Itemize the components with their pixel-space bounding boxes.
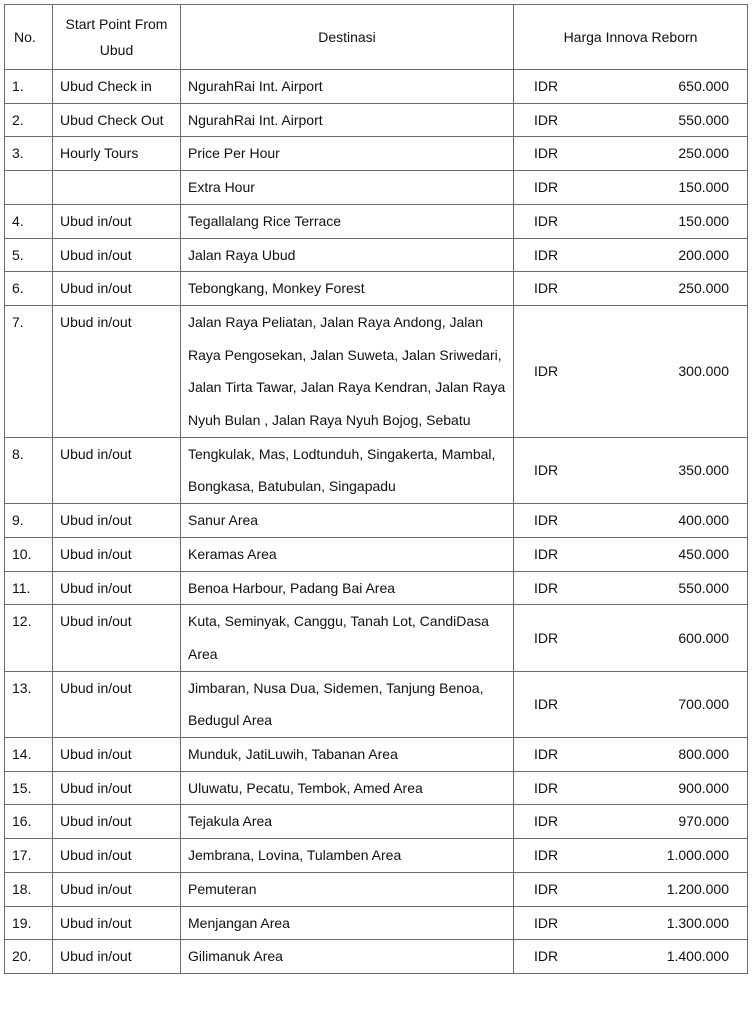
destination-text: Gilimanuk Area	[188, 948, 283, 965]
row-number-text: 15.	[12, 779, 32, 796]
start-point	[53, 872, 181, 906]
price-currency: IDR	[534, 914, 559, 931]
price-amount: 450.000	[678, 545, 729, 562]
price-container	[534, 205, 729, 238]
destination	[181, 272, 514, 306]
price-container	[534, 688, 729, 721]
start-point-text: Ubud in/out	[60, 679, 132, 696]
price-currency: IDR	[534, 629, 559, 646]
price-container	[534, 907, 729, 940]
price-container	[534, 738, 729, 771]
destination	[181, 103, 514, 137]
price-cell	[514, 272, 748, 306]
price-amount: 900.000	[678, 779, 729, 796]
price-cell	[514, 103, 748, 137]
start-point-text: Ubud in/out	[60, 746, 132, 763]
price-currency: IDR	[534, 280, 559, 297]
price-amount: 250.000	[678, 280, 729, 297]
row-number	[5, 103, 53, 137]
price-amount: 650.000	[678, 78, 729, 94]
table-row	[5, 605, 748, 671]
row-number	[5, 771, 53, 805]
destination	[181, 906, 514, 940]
price-cell	[514, 571, 748, 605]
price-cell	[514, 204, 748, 238]
price-container	[534, 538, 729, 571]
price-currency: IDR	[534, 512, 559, 529]
price-amount: 800.000	[678, 746, 729, 763]
price-cell	[514, 437, 748, 503]
row-number-text: 5.	[12, 246, 24, 263]
start-point	[53, 671, 181, 737]
table-row	[5, 671, 748, 737]
row-number	[5, 805, 53, 839]
destination	[181, 70, 514, 104]
table-row	[5, 504, 748, 538]
row-number-text: 13.	[12, 679, 32, 696]
row-number	[5, 437, 53, 503]
price-container	[534, 504, 729, 537]
price-currency: IDR	[534, 462, 559, 479]
start-point-text: Ubud in/out	[60, 212, 132, 229]
table-row	[5, 272, 748, 306]
destination	[181, 771, 514, 805]
destination-text: Uluwatu, Pecatu, Tembok, Amed Area	[188, 779, 423, 796]
row-number-text: 9.	[12, 512, 24, 529]
row-number	[5, 940, 53, 974]
row-number-text: 20.	[12, 948, 32, 965]
price-amount: 600.000	[678, 629, 729, 646]
destination	[181, 204, 514, 238]
start-point	[53, 437, 181, 503]
price-cell	[514, 504, 748, 538]
price-container	[534, 137, 729, 170]
price-amount: 300.000	[678, 362, 729, 379]
price-cell	[514, 771, 748, 805]
price-amount: 400.000	[678, 512, 729, 529]
destination-text: NgurahRai Int. Airport	[188, 78, 323, 94]
table-row	[5, 537, 748, 571]
start-point-text: Ubud in/out	[60, 880, 132, 897]
table-row	[5, 103, 748, 137]
price-currency: IDR	[534, 111, 559, 128]
row-number	[5, 204, 53, 238]
destination	[181, 805, 514, 839]
start-point-text: Ubud in/out	[60, 313, 132, 330]
start-point-text: Ubud in/out	[60, 847, 132, 864]
price-container	[534, 104, 729, 137]
header-destination: Destinasi	[181, 5, 514, 70]
price-cell	[514, 537, 748, 571]
start-point-text: Ubud in/out	[60, 545, 132, 562]
destination-text: Tebongkang, Monkey Forest	[188, 280, 365, 297]
start-point-text: Ubud Check in	[60, 78, 152, 94]
start-point	[53, 805, 181, 839]
destination	[181, 171, 514, 205]
start-point	[53, 906, 181, 940]
table-row	[5, 137, 748, 171]
start-point	[53, 171, 181, 205]
price-container	[534, 772, 729, 805]
destination	[181, 872, 514, 906]
start-point	[53, 204, 181, 238]
price-amount: 550.000	[678, 111, 729, 128]
row-number	[5, 272, 53, 306]
destination	[181, 839, 514, 873]
start-point-text: Ubud in/out	[60, 914, 132, 931]
price-cell	[514, 137, 748, 171]
price-currency: IDR	[534, 696, 559, 712]
destination-text: Extra Hour	[188, 179, 255, 196]
price-amount: 150.000	[678, 179, 729, 196]
price-cell	[514, 671, 748, 737]
row-number-text: 11.	[12, 579, 31, 596]
table-row	[5, 839, 748, 873]
price-currency: IDR	[534, 246, 559, 263]
destination-text: Menjangan Area	[188, 914, 290, 931]
row-number	[5, 671, 53, 737]
table-row	[5, 940, 748, 974]
start-point	[53, 504, 181, 538]
destination-text: Jembrana, Lovina, Tulamben Area	[188, 847, 402, 864]
row-number-text: 12.	[12, 613, 32, 630]
row-number	[5, 537, 53, 571]
price-container	[534, 171, 729, 204]
row-number-text: 1.	[12, 78, 24, 94]
destination-text: NgurahRai Int. Airport	[188, 111, 323, 128]
start-point	[53, 738, 181, 772]
price-container	[534, 940, 729, 973]
price-currency: IDR	[534, 78, 559, 94]
price-currency: IDR	[534, 145, 559, 162]
price-amount: 970.000	[678, 813, 729, 830]
start-point	[53, 305, 181, 437]
table-row	[5, 238, 748, 272]
price-currency: IDR	[534, 746, 559, 763]
destination	[181, 504, 514, 538]
price-amount: 700.000	[678, 696, 729, 712]
price-container	[534, 622, 729, 655]
header-start-point: Start Point From Ubud	[53, 5, 181, 70]
start-point	[53, 238, 181, 272]
start-point-text: Ubud Check Out	[60, 111, 164, 128]
destination-text: Tejakula Area	[188, 813, 273, 830]
price-currency: IDR	[534, 813, 559, 830]
price-amount: 200.000	[678, 246, 729, 263]
destination	[181, 137, 514, 171]
table-row	[5, 305, 748, 437]
row-number	[5, 738, 53, 772]
price-cell	[514, 605, 748, 671]
start-point	[53, 771, 181, 805]
start-point	[53, 605, 181, 671]
price-currency: IDR	[534, 362, 559, 379]
destination	[181, 537, 514, 571]
start-point-text: Ubud in/out	[60, 613, 132, 630]
row-number-text: 16.	[12, 813, 32, 830]
start-point	[53, 70, 181, 104]
row-number	[5, 906, 53, 940]
price-cell	[514, 872, 748, 906]
price-amount: 250.000	[678, 145, 729, 162]
row-number	[5, 872, 53, 906]
row-number-text: 4.	[12, 212, 24, 229]
price-currency: IDR	[534, 779, 559, 796]
price-cell	[514, 70, 748, 104]
row-number	[5, 171, 53, 205]
price-cell	[514, 805, 748, 839]
table-row	[5, 70, 748, 104]
row-number-text: 10.	[12, 545, 32, 562]
price-currency: IDR	[534, 948, 559, 965]
price-cell	[514, 238, 748, 272]
start-point-text: Ubud in/out	[60, 280, 132, 297]
destination-text: Benoa Harbour, Padang Bai Area	[188, 579, 396, 596]
start-point-text: Ubud in/out	[60, 246, 132, 263]
price-container	[534, 239, 729, 272]
price-amount: 1.000.000	[666, 847, 729, 864]
price-amount: 350.000	[678, 462, 729, 479]
price-currency: IDR	[534, 212, 559, 229]
price-currency: IDR	[534, 579, 559, 596]
price-amount: 150.000	[678, 212, 729, 229]
start-point-text: Ubud in/out	[60, 445, 132, 462]
row-number-text: 7.	[12, 313, 24, 330]
row-number	[5, 504, 53, 538]
row-number	[5, 305, 53, 437]
start-point	[53, 571, 181, 605]
start-point	[53, 137, 181, 171]
price-cell	[514, 305, 748, 437]
price-container	[534, 355, 729, 388]
start-point-text: Hourly Tours	[60, 145, 139, 162]
start-point	[53, 839, 181, 873]
price-currency: IDR	[534, 545, 559, 562]
start-point-text: Ubud in/out	[60, 779, 132, 796]
table-body	[5, 70, 748, 974]
destination-text: Sanur Area	[188, 512, 259, 529]
row-number-text: 19.	[12, 914, 32, 931]
price-amount: 1.300.000	[666, 914, 729, 931]
table-row	[5, 171, 748, 205]
row-number-text: 18.	[12, 880, 32, 897]
price-container	[534, 572, 729, 605]
header-no: No.	[5, 5, 53, 70]
destination	[181, 437, 514, 503]
destination	[181, 671, 514, 737]
row-number	[5, 839, 53, 873]
destination	[181, 238, 514, 272]
row-number-text: 8.	[12, 445, 24, 462]
start-point	[53, 272, 181, 306]
destination	[181, 305, 514, 437]
destination-text: Munduk, JatiLuwih, Tabanan Area	[188, 746, 398, 763]
price-container	[534, 272, 729, 305]
table-row	[5, 906, 748, 940]
start-point	[53, 103, 181, 137]
start-point	[53, 940, 181, 974]
price-amount: 1.200.000	[666, 880, 729, 897]
row-number	[5, 571, 53, 605]
start-point-text: Ubud in/out	[60, 579, 132, 596]
destination	[181, 940, 514, 974]
destination-text: Jalan Raya Peliatan, Jalan Raya Andong, Jalan Raya Pengosekan, Jalan Suweta, Jalan Sriwedari, Jalan Tirta Tawar, Jalan Raya Kendran, Jalan Raya Nyuh Bulan , Jalan Raya Nyuh Bojog, Sebatu	[188, 313, 506, 429]
table-row	[5, 738, 748, 772]
row-number-text: 6.	[12, 280, 24, 297]
row-number-text: 3.	[12, 145, 24, 162]
price-cell	[514, 839, 748, 873]
price-cell	[514, 940, 748, 974]
row-number-text: 14.	[12, 746, 32, 763]
price-amount: 550.000	[678, 579, 729, 596]
row-number	[5, 605, 53, 671]
row-number	[5, 137, 53, 171]
price-cell	[514, 171, 748, 205]
price-container	[534, 873, 729, 906]
price-container	[534, 70, 729, 103]
row-number-text: 2.	[12, 111, 24, 128]
destination-text: Pemuteran	[188, 880, 257, 897]
destination	[181, 571, 514, 605]
table-header-row	[5, 5, 748, 70]
table-row	[5, 771, 748, 805]
price-currency: IDR	[534, 847, 559, 864]
table-row	[5, 805, 748, 839]
start-point-text: Ubud in/out	[60, 813, 132, 830]
price-amount: 1.400.000	[666, 948, 729, 965]
price-currency: IDR	[534, 179, 559, 196]
start-point-text: Ubud in/out	[60, 948, 132, 965]
table-row	[5, 437, 748, 503]
price-cell	[514, 906, 748, 940]
destination-text: Tegallalang Rice Terrace	[188, 212, 342, 229]
table-row	[5, 571, 748, 605]
row-number	[5, 70, 53, 104]
price-container	[534, 839, 729, 872]
destination-text: Kuta, Seminyak, Canggu, Tanah Lot, CandiDasa Area	[188, 613, 489, 662]
destination	[181, 605, 514, 671]
destination-text: Keramas Area	[188, 545, 277, 562]
price-currency: IDR	[534, 880, 559, 897]
destination-text: Price Per Hour	[188, 145, 280, 162]
start-point	[53, 537, 181, 571]
destination-text: Tengkulak, Mas, Lodtunduh, Singakerta, Mambal, Bongkasa, Batubulan, Singapadu	[188, 445, 496, 495]
price-table	[4, 4, 748, 974]
table-row	[5, 204, 748, 238]
header-price: Harga Innova Reborn	[514, 5, 748, 70]
row-number	[5, 238, 53, 272]
destination-text: Jalan Raya Ubud	[188, 246, 296, 263]
price-container	[534, 805, 729, 838]
table-row	[5, 872, 748, 906]
price-container	[534, 454, 729, 487]
start-point-text: Ubud in/out	[60, 512, 132, 529]
price-cell	[514, 738, 748, 772]
row-number-text: 17.	[12, 847, 32, 864]
destination	[181, 738, 514, 772]
destination-text: Jimbaran, Nusa Dua, Sidemen, Tanjung Benoa, Bedugul Area	[188, 679, 484, 729]
